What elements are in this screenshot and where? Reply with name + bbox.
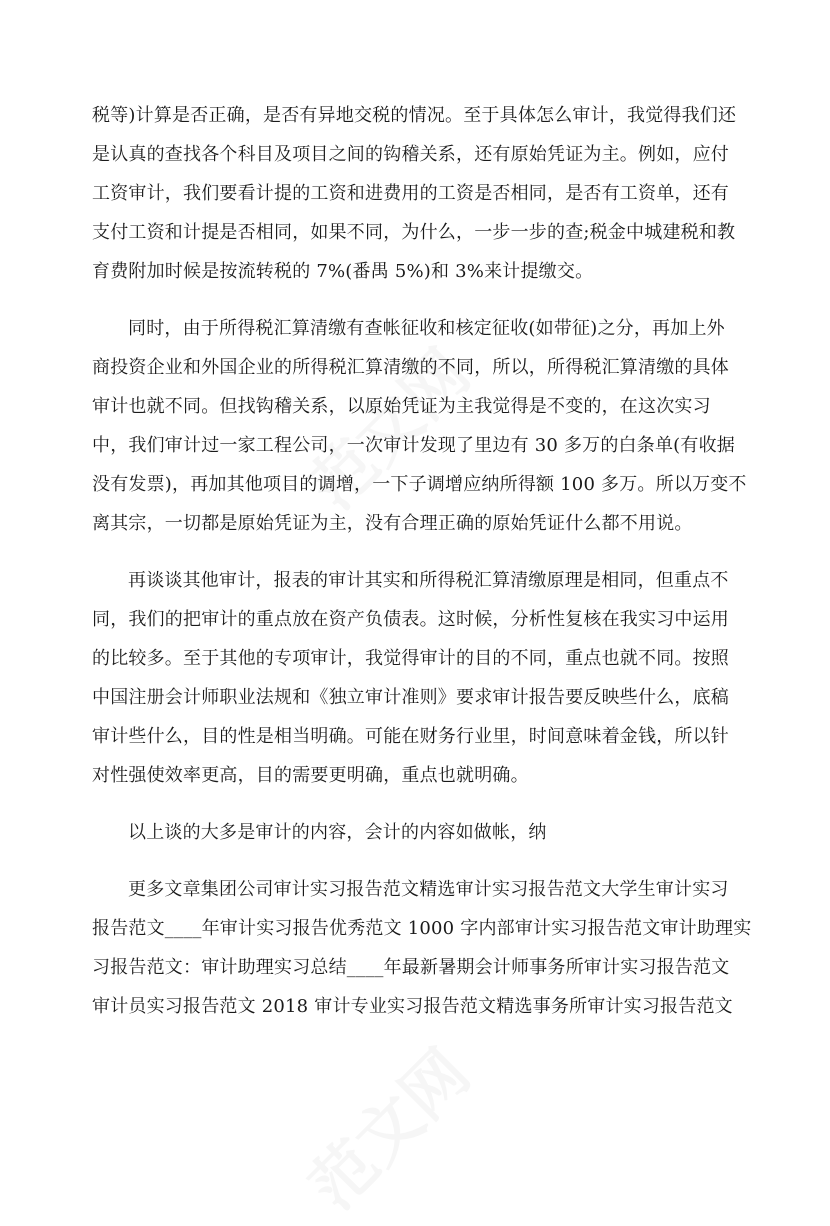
text-line: 没有发票)，再加其他项目的调增，一下子调增应纳所得额 100 多万。所以万变不 (92, 474, 747, 495)
text-line: 工资审计，我们要看计提的工资和进费用的工资是否相同，是否有工资单，还有 (92, 183, 729, 204)
document-body (92, 96, 752, 1044)
watermark-text (296, 1036, 484, 1224)
text-line: 是认真的查找各个科目及项目之间的钩稽关系，还有原始凭证为主。例如，应付 (92, 144, 729, 165)
text-line: 再谈谈其他审计，报表的审计其实和所得税汇算清缴原理是相同，但重点不 (128, 570, 729, 591)
text-line: 同时，由于所得税汇算清缴有查帐征收和核定征收(如带征)之分，再加上外 (128, 318, 725, 339)
text-line: 税等)计算是否正确，是否有异地交税的情况。至于具体怎么审计，我觉得我们还 (92, 105, 737, 126)
text-line: 的比较多。至于其他的专项审计，我觉得审计的目的不同，重点也就不同。按照 (92, 648, 729, 669)
text-line: 审计些什么，目的性是相当明确。可能在财务行业里，时间意味着金钱，所以针 (92, 726, 729, 747)
text-line: 更多文章集团公司审计实习报告范文精选审计实习报告范文大学生审计实习 (128, 879, 729, 900)
watermark (286, 1026, 487, 1226)
text-line: 报告范文____年审计实习报告优秀范文 1000 字内部审计实习报告范文审计助理实 (92, 918, 752, 939)
paragraph-2 (92, 309, 747, 543)
text-line: 审计员实习报告范文 2018 审计专业实习报告范文精选事务所审计实习报告范文 (92, 996, 733, 1017)
text-line: 对性强使效率更高，目的需要更明确，重点也就明确。 (92, 765, 529, 786)
paragraph-3 (92, 561, 742, 795)
paragraph-5 (92, 870, 752, 1026)
text-line: 审计也就不同。但找钩稽关系，以原始凭证为主我觉得是不变的，在这次实习 (92, 396, 711, 417)
text-line: 中国注册会计师职业法规和《独立审计准则》要求审计报告要反映些什么，底稿 (92, 687, 729, 708)
text-line: 习报告范文：审计助理实习总结____年最新暑期会计师事务所审计实习报告范文 (92, 957, 730, 978)
paragraph-1 (92, 96, 742, 291)
paragraph-4 (92, 813, 742, 852)
text-line: 中，我们审计过一家工程公司，一次审计发现了里边有 30 多万的白条单(有收据 (92, 435, 735, 456)
text-line: 以上谈的大多是审计的内容，会计的内容如做帐，纳 (128, 822, 547, 843)
text-line: 商投资企业和外国企业的所得税汇算清缴的不同，所以，所得税汇算清缴的具体 (92, 357, 729, 378)
text-line: 同，我们的把审计的重点放在资产负债表。这时候，分析性复核在我实习中运用 (92, 609, 729, 630)
text-line: 育费附加时候是按流转税的 7%(番禺 5%)和 3%来计提缴交。 (92, 261, 594, 282)
text-line: 离其宗，一切都是原始凭证为主，没有合理正确的原始凭证什么都不用说。 (92, 513, 693, 534)
text-line: 支付工资和计提是否相同，如果不同，为什么，一步一步的查;税金中城建税和教 (92, 222, 736, 243)
